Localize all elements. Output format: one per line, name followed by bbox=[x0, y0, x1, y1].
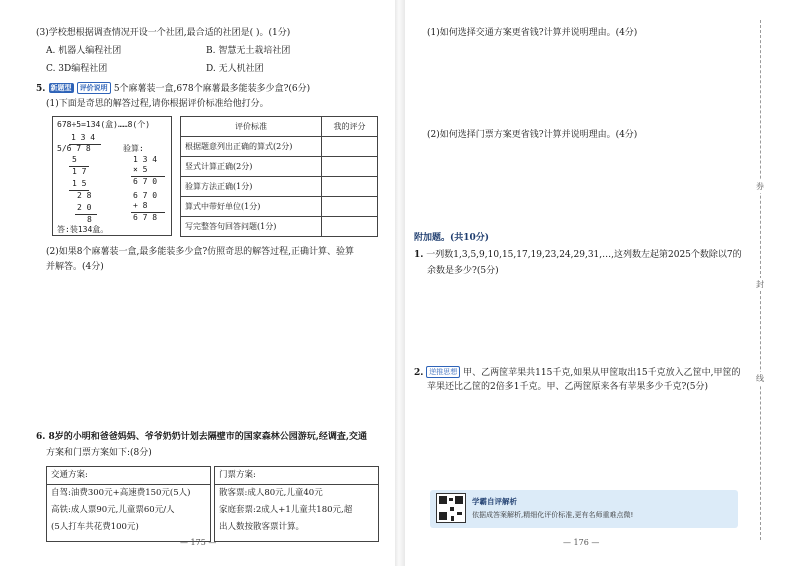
eval-header-criteria: 评价标准 bbox=[181, 117, 322, 137]
side-char-3: 线 bbox=[756, 374, 764, 383]
traffic-plan-box bbox=[46, 466, 211, 542]
banner-title: 学霸自评解析 bbox=[472, 497, 517, 506]
banner-subtitle: 依据成答案解析,精细化评价标准,更有名师重难点微! bbox=[472, 511, 634, 519]
right-question-2: (2)如何选择门票方案更省钱?计算并说明理由。(4分) bbox=[427, 130, 638, 140]
calc-step: 8 bbox=[87, 215, 92, 224]
extra-question-2 bbox=[414, 366, 741, 379]
traffic-line-1: 自驾:油费300元+高速费150元(5人) bbox=[51, 488, 191, 498]
new-type-badge: 新题型 bbox=[50, 84, 72, 92]
extra-q2-text: 甲、乙两筐苹果共115千克,如果从甲筐取出15千克放入乙筐中,甲筐的 bbox=[463, 368, 741, 378]
evaluation-badge: 评价说明 bbox=[77, 82, 111, 94]
calc-step: 2 8 bbox=[77, 191, 92, 200]
extra-q2-text-2: 苹果还比乙筐的2倍多1千克。甲、乙两筐原来各有苹果多少千克?(5分) bbox=[427, 382, 709, 392]
calculation-box bbox=[52, 116, 172, 236]
page-number-left: — 175 — bbox=[180, 538, 217, 547]
score-cell[interactable] bbox=[322, 197, 378, 217]
extra-q2-number: 2. bbox=[414, 368, 424, 378]
extra-question-1 bbox=[414, 250, 742, 261]
evaluation-table bbox=[180, 116, 378, 237]
calc-step: 2 0 bbox=[77, 203, 92, 212]
extra-q1-text: 一列数1,3,5,9,10,15,17,19,23,24,29,31,…,这列数左起第2025个数除以7的 bbox=[426, 250, 742, 260]
eval-criterion: 竖式计算正确(2分) bbox=[181, 157, 322, 177]
check-add: 6 7 8 bbox=[133, 213, 158, 222]
question-6a: 6. 8岁的小明和爸爸妈妈、爷爷奶奶计划去隔壁市的国家森林公园游玩,经调查,交通 bbox=[36, 432, 368, 442]
question-6b: 方案和门票方案如下:(8分) bbox=[46, 448, 152, 458]
eval-criterion: 根据题意列出正确的算式(2分) bbox=[181, 137, 322, 157]
qr-code-icon[interactable] bbox=[436, 493, 466, 523]
question-4-3: (3)学校想根据调查情况开设一个社团,最合适的社团是( )。(1分) bbox=[36, 28, 291, 38]
right-page bbox=[405, 0, 800, 566]
extra-section-title: 附加题。(共10分) bbox=[414, 233, 490, 243]
question-5-1: (1)下面是奇思的解答过程,请你根据评价标准给他打分。 bbox=[46, 99, 269, 109]
ticket-title: 门票方案: bbox=[219, 470, 256, 480]
score-cell[interactable] bbox=[322, 177, 378, 197]
option-c: C. 3D编程社团 bbox=[46, 64, 108, 74]
calc-dividend: 5/6 7 8 bbox=[57, 144, 91, 153]
score-cell[interactable] bbox=[322, 217, 378, 237]
question-5-2b: 并解答。(4分) bbox=[46, 262, 104, 272]
check-mult: × 5 bbox=[133, 165, 148, 174]
calc-answer: 答:装134盒。 bbox=[57, 225, 109, 234]
option-a: A. 机器人编程社团 bbox=[46, 46, 122, 56]
ticket-plan-box bbox=[214, 466, 379, 542]
extra-q1-text-2: 余数是多少?(5分) bbox=[427, 266, 499, 276]
box-divider bbox=[47, 484, 210, 485]
traffic-title: 交通方案: bbox=[51, 470, 88, 480]
extra-q1-number: 1. bbox=[414, 250, 424, 260]
ticket-line-2: 家庭套票:2成人+1儿童共180元,超 bbox=[219, 505, 353, 515]
box-divider bbox=[215, 484, 378, 485]
calc-rule bbox=[75, 214, 97, 215]
question-5-text: 5个麻薯装一盒,678个麻薯最多能装多少盒?(6分) bbox=[113, 84, 311, 94]
ticket-line-1: 散客票:成人80元,儿童40元 bbox=[219, 488, 323, 498]
check-add: 6 7 0 bbox=[133, 191, 158, 200]
right-question-1: (1)如何选择交通方案更省钱?计算并说明理由。(4分) bbox=[427, 28, 638, 38]
left-page bbox=[0, 0, 395, 566]
page-number-right: — 176 — bbox=[563, 538, 600, 547]
score-cell[interactable] bbox=[322, 137, 378, 157]
ticket-line-3: 出人数按散客票计算。 bbox=[219, 522, 305, 532]
question-5 bbox=[36, 82, 310, 95]
reverse-thinking-badge: 逆推思想 bbox=[426, 366, 460, 378]
check-label: 验算: bbox=[123, 144, 144, 153]
calc-step: 5 bbox=[72, 155, 77, 164]
traffic-line-2: 高铁:成人票90元,儿童票60元/人 bbox=[51, 505, 175, 515]
check-add: + 8 bbox=[133, 201, 148, 210]
option-d: D. 无人机社团 bbox=[206, 64, 264, 74]
calc-step: 1 5 bbox=[72, 179, 87, 188]
calc-quotient: 1 3 4 bbox=[71, 133, 96, 142]
eval-header-score: 我的评分 bbox=[322, 117, 378, 137]
question-5-number: 5. bbox=[36, 84, 46, 94]
side-char-1: 券 bbox=[756, 182, 764, 191]
calc-step: 1 7 bbox=[72, 167, 87, 176]
score-cell[interactable] bbox=[322, 157, 378, 177]
eval-criterion: 算式中带好单位(1分) bbox=[181, 197, 322, 217]
eval-criterion: 验算方法正确(1分) bbox=[181, 177, 322, 197]
book-gutter bbox=[395, 0, 405, 566]
calc-equation: 678÷5=134(盒)……8(个) bbox=[57, 120, 151, 129]
check-mult: 6 7 0 bbox=[133, 177, 158, 186]
question-5-2a: (2)如果8个麻薯装一盒,最多能装多少盒?仿照奇思的解答过程,正确计算、验算 bbox=[46, 247, 355, 257]
eval-criterion: 写完整答句回答问题(1分) bbox=[181, 217, 322, 237]
traffic-line-3: (5人打车共花费100元) bbox=[51, 522, 139, 532]
check-mult: 1 3 4 bbox=[133, 155, 158, 164]
option-b: B. 智慧无土栽培社团 bbox=[206, 46, 291, 56]
self-evaluation-banner[interactable] bbox=[430, 490, 738, 528]
side-char-2: 封 bbox=[756, 280, 764, 289]
